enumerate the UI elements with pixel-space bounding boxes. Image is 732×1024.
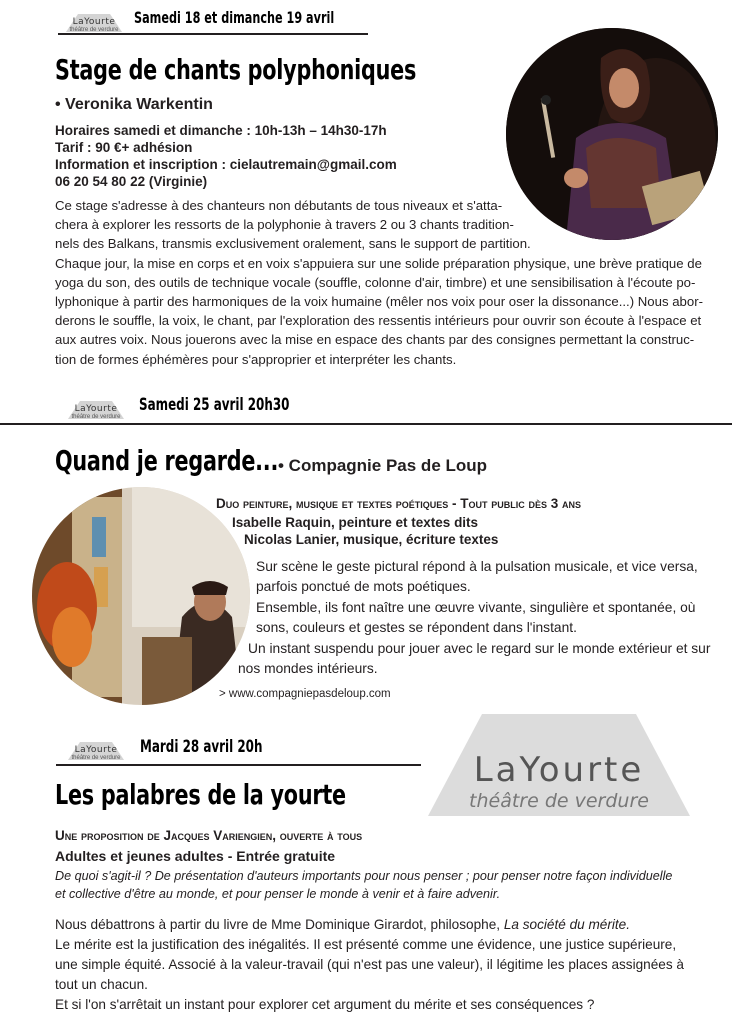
logo-name: LaYourte — [74, 745, 118, 755]
event1-performer: • Veronika Warkentin — [55, 96, 213, 113]
body-line: derons le souffle, la voix, le chant, par l'exploration des ressentis intérieurs pour ouvrir son écoute à l'espace et — [55, 313, 702, 329]
event2-title: Quand je regarde... — [55, 444, 279, 477]
body-line: nos mondes intérieurs. — [238, 661, 378, 677]
logo-large-subtitle: théâtre de verdure — [469, 790, 649, 812]
body-line: lyphonique à partir des harmoniques de la voix humaine (mêler nos voix pour oser la dissonance...) Nous abor- — [55, 294, 703, 310]
painting-photo — [32, 487, 250, 705]
body-line: Ensemble, ils font naître une œuvre vivante, singulière et spontanée, où — [256, 599, 696, 615]
credit-line: Isabelle Raquin, peinture et textes dits — [232, 515, 479, 530]
logo-subtitle: théâtre de verdure — [71, 414, 121, 420]
event2-date: Samedi 25 avril 20h30 — [139, 395, 290, 415]
yourte-logo-large — [426, 692, 692, 818]
body-line: une simple équité. Associé à la valeur-travail (qui n'est pas une valeur), il légitime les places assignées à — [55, 957, 684, 972]
event3-rule — [56, 764, 421, 766]
body-line: Le mérite est la justification des inégalités. Il est présenté comme une évidence, une justice supérieure, — [55, 937, 677, 952]
info-line: Horaires samedi et dimanche : 10h-13h – 14h30-17h — [55, 123, 387, 138]
event2-rule — [0, 423, 732, 425]
event3-proposal: Une proposition de Jacques Variengien, ouverte à tous — [55, 828, 363, 843]
event3-audience: Adultes et jeunes adultes - Entrée gratuite — [55, 848, 336, 864]
yourte-logo-small — [62, 8, 126, 34]
yourte-logo-small — [64, 736, 128, 762]
info-line: Information et inscription : cielautremain@gmail.com — [55, 157, 397, 172]
italic-line: et collective d'être au monde, et pour penser le monde à venir et à faire advenir. — [55, 887, 501, 902]
event2-company: • Compagnie Pas de Loup — [278, 456, 488, 475]
body-line: Un instant suspendu pour jouer avec le regard sur le monde extérieur et sur — [248, 640, 711, 656]
logo-name: LaYourte — [74, 404, 118, 414]
event3-title: Les palabres de la yourte — [55, 778, 346, 811]
logo-subtitle: théâtre de verdure — [69, 27, 119, 33]
body-line — [55, 915, 727, 935]
body-line: Ce stage s'adresse à des chanteurs non débutants de tous niveaux et s'atta- — [55, 198, 503, 213]
event3-intro-italic — [55, 867, 725, 904]
info-line: Tarif : 90 €+ adhésion — [55, 140, 193, 155]
event2-website-link[interactable]: > www.compagniepasdeloup.com — [219, 688, 391, 700]
event1-title: Stage de chants polyphoniques — [55, 53, 417, 86]
body-line: tion de formes éphémères pour s'approprier et interpréter les chants. — [55, 351, 457, 367]
body-line: Chaque jour, la mise en corps et en voix s'appuiera sur une solide préparation physique, une brève pratique de — [55, 255, 702, 271]
body-line: aux autres voix. Nous jouerons avec la mise en espace des chants par des consignes permettant la construc- — [55, 332, 695, 348]
logo-subtitle: théâtre de verdure — [71, 755, 121, 761]
event1-body — [55, 196, 725, 369]
italic-line: De quoi s'agit-il ? De présentation d'auteurs importants pour nous penser ; pour penser notre façon individuelle — [55, 869, 673, 883]
event1-info — [55, 122, 397, 190]
yourte-logo-small — [64, 395, 128, 421]
body-line: Sur scène le geste pictural répond à la pulsation musicale, et vice versa, — [256, 559, 698, 574]
body-line: Et si l'on s'arrêtait un instant pour explorer cet argument du mérite et ses conséquences ? — [55, 997, 595, 1012]
event1-date: Samedi 18 et dimanche 19 avril — [134, 8, 335, 27]
painting-illustration — [32, 487, 250, 705]
book-title: La société du mérite. — [503, 917, 631, 932]
body-line: yoga du son, des outils de technique vocale (souffle, colonne d'air, timbre) et une sensibilisation à l'écoute po- — [55, 274, 696, 290]
body-line: nels des Balkans, transmis exclusivement oralement, sans le support de partition. — [55, 236, 531, 252]
body-line: parfois ponctué de mots poétiques. — [256, 579, 471, 595]
event2-subtitle: Duo peinture, musique et textes poétiques - Tout public dès 3 ans — [216, 496, 582, 511]
credit-line: Nicolas Lanier, musique, écriture textes — [244, 532, 499, 547]
body-line: tout un chacun. — [55, 977, 148, 992]
body-line: chera à explorer les ressorts de la polyphonie à travers 2 ou 3 chants tradition- — [55, 217, 514, 233]
logo-name: LaYourte — [72, 17, 116, 27]
logo-large-name: LaYourte — [473, 750, 645, 790]
event2-body — [238, 557, 726, 679]
event3-body — [55, 915, 727, 1015]
event3-date: Mardi 28 avril 20h — [140, 737, 263, 757]
body-line: sons, couleurs et gestes se répondent dans l'instant. — [256, 620, 577, 636]
event1-rule — [58, 33, 368, 35]
body-intro: Nous débattrons à partir du livre de Mme Dominique Girardot, philosophe, — [55, 917, 504, 932]
event2-credits — [232, 514, 498, 548]
info-line: 06 20 54 80 22 (Virginie) — [55, 174, 208, 189]
